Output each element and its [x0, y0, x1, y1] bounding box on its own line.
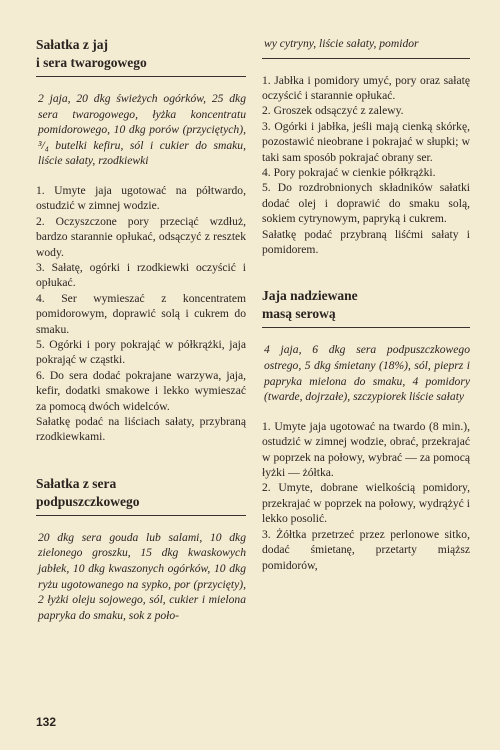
preparation-steps: [262, 73, 470, 227]
right-column: [262, 36, 470, 573]
step: 6. Do sera dodać pokrajane warzywa, jaja, kefir, dodatki smakowe i lekko wymieszać za pomocą dwóch widelców.: [36, 368, 246, 413]
step: 3. Żółtka przetrzeć przez perlonowe sitko, dodać śmietanę, przetarty miąższ pomidorów,: [262, 527, 470, 572]
ingredients-list: 20 dkg sera gouda lub salami, 10 dkg zielonego groszku, 15 dkg kwaskowych jabłek, 10 dkg kwaszonych ogórków, 10 dkg ryżu ugotowanego na sypko, por (przycięty), 2 łyżki oleju sojowego, sól, cukier i mielona papryka do smaku, sok z poło-: [38, 530, 246, 622]
ingredients-list-continued: wy cytryny, liście sałaty, pomidor: [264, 37, 419, 50]
preparation-steps: [36, 183, 246, 414]
step: 2. Oczyszczone pory przeciąć wzdłuż, bardzo starannie opłukać, odsączyć z resztek wody.: [36, 214, 246, 259]
step: 3. Sałatę, ogórki i rzodkiewki oczyścić i opłukać.: [36, 261, 246, 290]
step: 2. Umyte, dobrane wielkością pomidory, przekrajać w poprzek na połowy, wydrążyć i lekko posolić.: [262, 481, 470, 526]
recipe-title-rennet-cheese-salad: [36, 475, 246, 511]
left-column: [36, 36, 246, 637]
step: 3. Ogórki i jabłka, jeśli mają cienką skórkę, pozostawić nieobrane i pokrajać w słupki; w taki sam sposób pokrajać obrany ser.: [262, 119, 470, 164]
title-line: podpuszczkowego: [36, 493, 140, 509]
title-line: Sałatka z jaj: [36, 37, 108, 52]
spacer: [262, 257, 470, 287]
serving-note: Sałatkę podać na liściach sałaty, przybraną rzodkiewkami.: [36, 415, 246, 444]
heading-rule: [262, 58, 470, 59]
heading-rule: [36, 76, 246, 77]
spacer: [36, 445, 246, 475]
step: 5. Do rozdrobnionych składników sałatki dodać olej i doprawić do smaku solą, sokiem cytrynowym, papryką i cukrem.: [262, 181, 470, 226]
ingredients-list: 4 jaja, 6 dkg sera podpuszczkowego ostrego, 5 dkg śmietany (18%), sól, pieprz i papryka mielona do smaku, 4 pomidory (twarde, dojrzałe), szczypiorek liście sałaty: [264, 343, 470, 404]
title-line: masą serową: [262, 306, 336, 322]
title-line: Jaja nadziewane: [262, 288, 358, 304]
preparation-steps: [262, 419, 470, 573]
step: 5. Ogórki i pory pokrająć w półkrążki, jaja pokrająć w cząstki.: [36, 338, 246, 367]
recipe-title-egg-cottage-cheese-salad: [36, 36, 246, 72]
heading-rule: [36, 515, 246, 516]
heading-rule: [262, 327, 470, 328]
step: 1. Umyte jaja ugotować na twardo (8 min.), ostudzić w zimnej wodzie, obrać, przekrajać w poprzek na połowy, wybrać — za pomocą łyżki — żółtka.: [262, 419, 470, 480]
step: 1. Umyte jaja ugotować na półtwardo, ostudzić w zimnej wodzie.: [36, 183, 246, 213]
page-number: 132: [36, 715, 57, 729]
step: 4. Pory pokrajać w cienkie półkrążki.: [262, 166, 436, 180]
title-line: i sera twarogowego: [36, 55, 147, 70]
serving-note: Sałatkę podać przybraną liśćmi sałaty i pomidorem.: [262, 227, 470, 257]
step: 4. Ser wymieszać z koncentratem pomidorowym, doprawić solą i cukrem do smaku.: [36, 291, 246, 336]
title-line: Sałatka z sera: [36, 475, 117, 491]
recipe-title-stuffed-eggs: [262, 287, 470, 323]
step: 1. Jabłka i pomidory umyć, pory oraz sałatę oczyścić i starannie opłukać.: [262, 73, 470, 102]
ingredients-list: 2 jaja, 20 dkg świeżych ogórków, 25 dkg sera twarogowego, łyżka koncentratu pomidorowego, 10 dkg porów (przyciętych), ³/₄ butelki kefiru, sól i cukier do smaku, liście sałaty, rzodkiewki: [38, 92, 246, 168]
step: 2. Groszek odsączyć z zalewy.: [262, 104, 404, 118]
